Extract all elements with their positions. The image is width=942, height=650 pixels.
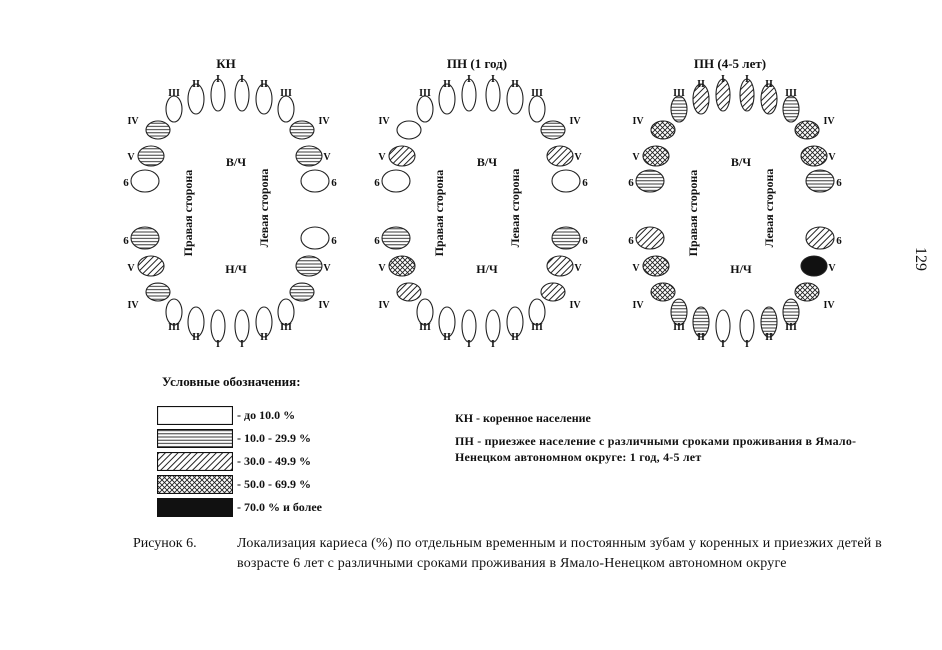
- legend-item-mid: [157, 451, 311, 471]
- tooth-label-upper-2: IV: [632, 116, 644, 127]
- tooth-label-lower-10: V: [828, 263, 836, 274]
- left-side-label: Левая сторона: [257, 168, 271, 248]
- tooth-label-lower-0: 6: [374, 235, 380, 247]
- tooth-lower-1-V: [643, 256, 669, 276]
- tooth-label-lower-11: 6: [331, 235, 337, 247]
- tooth-label-upper-3: III: [419, 88, 431, 99]
- tooth-lower-2-IV: [146, 283, 170, 301]
- tooth-upper-2-IV: [146, 121, 170, 139]
- upper-jaw-label: В/Ч: [476, 155, 498, 169]
- legend-label-high: - 50.0 - 69.9 %: [237, 476, 311, 491]
- tooth-label-upper-8: III: [280, 88, 292, 99]
- tooth-label-lower-9: IV: [569, 300, 581, 311]
- tooth-label-lower-7: II: [260, 332, 268, 343]
- dental-diagram-0: [123, 74, 337, 350]
- tooth-lower-6-I: [740, 310, 754, 342]
- tooth-label-upper-1: V: [632, 152, 640, 163]
- right-side-label: Правая сторона: [686, 169, 700, 257]
- tooth-label-upper-6: I: [491, 74, 495, 85]
- tooth-lower-11-6: [806, 227, 834, 249]
- tooth-lower-2-IV: [651, 283, 675, 301]
- tooth-label-upper-5: I: [467, 74, 471, 85]
- tooth-upper-0-6: [131, 170, 159, 192]
- legend-heading: Условные обозначения:: [162, 374, 301, 389]
- tooth-label-lower-4: II: [192, 332, 200, 343]
- tooth-label-lower-5: I: [721, 339, 725, 350]
- tooth-label-lower-6: I: [491, 339, 495, 350]
- diagram-title-pn-4-5years: ПН (4-5 лет): [693, 56, 767, 71]
- tooth-lower-5-I: [716, 310, 730, 342]
- left-side-label: Левая сторона: [508, 168, 522, 248]
- tooth-label-lower-8: III: [785, 322, 797, 333]
- tooth-label-lower-3: III: [419, 322, 431, 333]
- tooth-label-lower-0: 6: [123, 235, 129, 247]
- tooth-label-upper-2: IV: [378, 116, 390, 127]
- tooth-upper-11-6: [806, 170, 834, 192]
- left-side-label: Левая сторона: [762, 168, 776, 248]
- tooth-label-upper-7: II: [260, 79, 268, 90]
- tooth-upper-3-III: [417, 96, 433, 122]
- caption-label: Рисунок 6.: [133, 536, 197, 551]
- page-number: 129: [912, 247, 929, 271]
- tooth-label-lower-4: II: [697, 332, 705, 343]
- tooth-label-lower-11: 6: [582, 235, 588, 247]
- tooth-label-upper-7: II: [511, 79, 519, 90]
- tooth-label-upper-7: II: [765, 79, 773, 90]
- tooth-label-upper-1: V: [127, 152, 135, 163]
- tooth-label-lower-1: V: [632, 263, 640, 274]
- tooth-label-upper-3: III: [168, 88, 180, 99]
- tooth-label-lower-8: III: [280, 322, 292, 333]
- legend-item-none: [157, 405, 295, 425]
- tooth-label-lower-9: IV: [318, 300, 330, 311]
- tooth-lower-1-V: [389, 256, 415, 276]
- legend-label-max: - 70.0 % и более: [237, 499, 322, 514]
- tooth-lower-5-I: [462, 310, 476, 342]
- tooth-label-upper-9: IV: [823, 116, 835, 127]
- tooth-label-lower-10: V: [323, 263, 331, 274]
- tooth-label-lower-0: 6: [628, 235, 634, 247]
- tooth-upper-1-V: [389, 146, 415, 166]
- tooth-label-lower-9: IV: [823, 300, 835, 311]
- upper-jaw-label: В/Ч: [225, 155, 247, 169]
- tooth-lower-0-6: [382, 227, 410, 249]
- tooth-label-lower-10: V: [574, 263, 582, 274]
- tooth-label-lower-2: IV: [632, 300, 644, 311]
- tooth-upper-9-IV: [795, 121, 819, 139]
- tooth-lower-10-V: [801, 256, 827, 276]
- tooth-label-lower-6: I: [240, 339, 244, 350]
- legend-item-low: [157, 428, 311, 448]
- tooth-label-upper-6: I: [745, 74, 749, 85]
- tooth-label-upper-4: II: [697, 79, 705, 90]
- tooth-lower-9-IV: [795, 283, 819, 301]
- caption-text: Локализация кариеса (%) по отдельным временным и постоянным зубам у коренных и приезжих детей в возрасте 6 лет с различными сроками проживания в Ямало-Ненецком автономном округе: [237, 536, 882, 571]
- tooth-lower-6-I: [486, 310, 500, 342]
- tooth-label-lower-1: V: [127, 263, 135, 274]
- tooth-label-upper-8: III: [531, 88, 543, 99]
- tooth-upper-0-6: [382, 170, 410, 192]
- tooth-lower-11-6: [301, 227, 329, 249]
- tooth-upper-11-6: [301, 170, 329, 192]
- tooth-upper-10-V: [801, 146, 827, 166]
- tooth-label-lower-2: IV: [378, 300, 390, 311]
- right-side-label: Правая сторона: [432, 169, 446, 257]
- right-side-label: Правая сторона: [181, 169, 195, 257]
- tooth-label-lower-4: II: [443, 332, 451, 343]
- tooth-label-lower-11: 6: [836, 235, 842, 247]
- lower-jaw-label: Н/Ч: [225, 262, 247, 276]
- tooth-upper-11-6: [552, 170, 580, 192]
- tooth-lower-9-IV: [541, 283, 565, 301]
- legend-item-max: [157, 497, 322, 517]
- tooth-label-upper-10: V: [574, 152, 582, 163]
- tooth-label-upper-11: 6: [836, 177, 842, 189]
- tooth-upper-2-IV: [651, 121, 675, 139]
- tooth-upper-3-III: [166, 96, 182, 122]
- tooth-label-lower-5: I: [216, 339, 220, 350]
- tooth-label-lower-7: II: [765, 332, 773, 343]
- tooth-lower-10-V: [547, 256, 573, 276]
- tooth-upper-9-IV: [541, 121, 565, 139]
- dental-diagram-1: [374, 74, 588, 350]
- tooth-lower-0-6: [131, 227, 159, 249]
- tooth-lower-11-6: [552, 227, 580, 249]
- tooth-label-lower-5: I: [467, 339, 471, 350]
- tooth-label-upper-5: I: [721, 74, 725, 85]
- legend-label-low: - 10.0 - 29.9 %: [237, 430, 311, 445]
- tooth-label-lower-2: IV: [127, 300, 139, 311]
- tooth-label-lower-6: I: [745, 339, 749, 350]
- abbreviation-pn: ПН - приезжее население с различными сроками проживания в Ямало-Ненецком автономном округе: 1 год, 4-5 лет: [455, 434, 857, 464]
- legend-label-mid: - 30.0 - 49.9 %: [237, 453, 311, 468]
- tooth-label-upper-0: 6: [123, 177, 129, 189]
- tooth-label-upper-8: III: [785, 88, 797, 99]
- tooth-upper-0-6: [636, 170, 664, 192]
- upper-jaw-label: В/Ч: [730, 155, 752, 169]
- tooth-label-upper-2: IV: [127, 116, 139, 127]
- abbreviation-kn: КН - коренное население: [455, 411, 591, 425]
- tooth-lower-0-6: [636, 227, 664, 249]
- tooth-label-upper-11: 6: [582, 177, 588, 189]
- tooth-label-lower-1: V: [378, 263, 386, 274]
- lower-jaw-label: Н/Ч: [476, 262, 498, 276]
- tooth-label-upper-9: IV: [318, 116, 330, 127]
- legend-swatch-none: [157, 406, 233, 425]
- tooth-label-lower-7: II: [511, 332, 519, 343]
- tooth-label-upper-10: V: [323, 152, 331, 163]
- tooth-label-upper-0: 6: [374, 177, 380, 189]
- tooth-upper-3-III: [671, 96, 687, 122]
- tooth-upper-8-III: [783, 96, 799, 122]
- tooth-lower-2-IV: [397, 283, 421, 301]
- legend-swatch-max: [157, 498, 233, 517]
- tooth-lower-10-V: [296, 256, 322, 276]
- tooth-label-upper-9: IV: [569, 116, 581, 127]
- tooth-label-lower-3: III: [673, 322, 685, 333]
- dental-diagram-2: [628, 74, 842, 350]
- tooth-label-upper-5: I: [216, 74, 220, 85]
- legend-label-none: - до 10.0 %: [237, 407, 296, 422]
- tooth-lower-6-I: [235, 310, 249, 342]
- tooth-label-upper-6: I: [240, 74, 244, 85]
- tooth-label-upper-10: V: [828, 152, 836, 163]
- legend-swatch-mid: [157, 452, 233, 471]
- lower-jaw-label: Н/Ч: [730, 262, 752, 276]
- tooth-lower-5-I: [211, 310, 225, 342]
- diagram-title-pn-1year: ПН (1 год): [446, 56, 508, 71]
- diagram-title-kn: КН: [216, 56, 236, 71]
- tooth-label-upper-0: 6: [628, 177, 634, 189]
- tooth-upper-1-V: [643, 146, 669, 166]
- tooth-upper-10-V: [547, 146, 573, 166]
- tooth-label-lower-3: III: [168, 322, 180, 333]
- tooth-upper-10-V: [296, 146, 322, 166]
- tooth-lower-9-IV: [290, 283, 314, 301]
- tooth-upper-2-IV: [397, 121, 421, 139]
- tooth-label-upper-3: III: [673, 88, 685, 99]
- tooth-label-upper-1: V: [378, 152, 386, 163]
- tooth-lower-1-V: [138, 256, 164, 276]
- legend-swatch-low: [157, 429, 233, 448]
- tooth-label-lower-8: III: [531, 322, 543, 333]
- tooth-label-upper-4: II: [192, 79, 200, 90]
- tooth-upper-1-V: [138, 146, 164, 166]
- tooth-upper-8-III: [529, 96, 545, 122]
- tooth-label-upper-11: 6: [331, 177, 337, 189]
- tooth-upper-8-III: [278, 96, 294, 122]
- tooth-label-upper-4: II: [443, 79, 451, 90]
- legend-swatch-high: [157, 475, 233, 494]
- tooth-upper-9-IV: [290, 121, 314, 139]
- legend-item-high: [157, 474, 311, 494]
